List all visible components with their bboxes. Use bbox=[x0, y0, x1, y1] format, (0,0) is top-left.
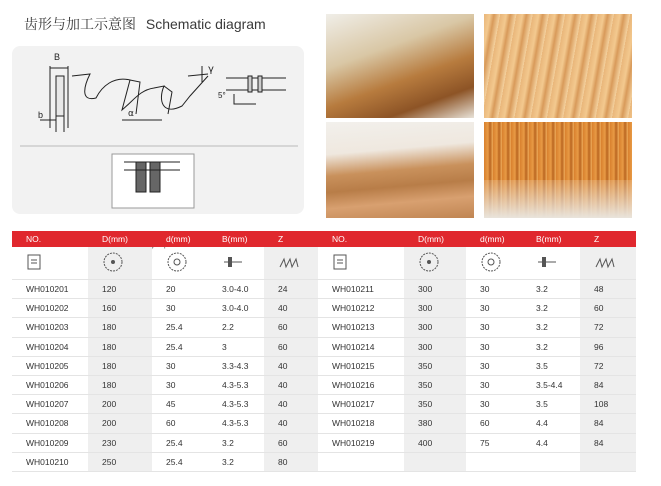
header-D: D(mm) bbox=[88, 231, 152, 247]
cell-Z-2: 96 bbox=[580, 337, 636, 356]
cell-d-2: 30 bbox=[466, 299, 522, 318]
cell-Z-2: 84 bbox=[580, 433, 636, 452]
wood-ceiling-photo bbox=[484, 122, 632, 218]
plywood-stack-photo bbox=[326, 14, 474, 118]
tooth-count-icon bbox=[580, 247, 636, 280]
cell-d-2: 30 bbox=[466, 395, 522, 414]
cell-Z-2: 60 bbox=[580, 299, 636, 318]
cell-d: 45 bbox=[152, 395, 208, 414]
cell-B-2: 3.2 bbox=[522, 280, 580, 299]
icon-row bbox=[12, 247, 636, 280]
label-angle: 5° bbox=[218, 91, 226, 100]
cell-no-2 bbox=[318, 452, 404, 471]
cell-Z-2: 48 bbox=[580, 280, 636, 299]
cell-D-2: 350 bbox=[404, 356, 466, 375]
header-d-2: d(mm) bbox=[466, 231, 522, 247]
table-row bbox=[12, 318, 636, 337]
cell-Z: 40 bbox=[264, 414, 318, 433]
cell-no-2: WH010213 bbox=[318, 318, 404, 337]
cell-Z: 40 bbox=[264, 356, 318, 375]
label-b: b bbox=[38, 110, 44, 120]
cell-no-2: WH010215 bbox=[318, 356, 404, 375]
cell-d-2: 75 bbox=[466, 433, 522, 452]
saw-blade-icon bbox=[404, 247, 466, 280]
cell-no: WH010208 bbox=[12, 414, 88, 433]
table-row bbox=[12, 356, 636, 375]
table-row bbox=[12, 299, 636, 318]
table-row bbox=[12, 337, 636, 356]
cell-D-2: 350 bbox=[404, 375, 466, 394]
spec-table bbox=[12, 231, 636, 472]
cell-no: WH010209 bbox=[12, 433, 88, 452]
cell-D: 250 bbox=[88, 452, 152, 471]
label-alpha: α bbox=[128, 109, 134, 119]
saw-blade-icon bbox=[88, 247, 152, 280]
cell-Z: 40 bbox=[264, 395, 318, 414]
header-no-2: NO. bbox=[318, 231, 404, 247]
cell-D: 200 bbox=[88, 414, 152, 433]
page-title bbox=[24, 14, 266, 34]
table-row bbox=[12, 395, 636, 414]
cell-Z-2: 72 bbox=[580, 318, 636, 337]
cell-B: 4.3-5.3 bbox=[208, 375, 264, 394]
cell-D: 180 bbox=[88, 337, 152, 356]
cell-D: 120 bbox=[88, 280, 152, 299]
table-row bbox=[12, 414, 636, 433]
cell-B-2: 3.5 bbox=[522, 356, 580, 375]
cell-no: WH010210 bbox=[12, 452, 88, 471]
header-d: d(mm) bbox=[152, 231, 208, 247]
cell-no: WH010201 bbox=[12, 280, 88, 299]
cell-B-2 bbox=[522, 452, 580, 471]
cell-D-2 bbox=[404, 452, 466, 471]
cell-d: 30 bbox=[152, 375, 208, 394]
cell-d: 25.4 bbox=[152, 433, 208, 452]
cell-Z-2: 84 bbox=[580, 414, 636, 433]
cell-no-2: WH010214 bbox=[318, 337, 404, 356]
cell-B-2: 4.4 bbox=[522, 414, 580, 433]
document-icon bbox=[12, 247, 88, 280]
cell-D: 200 bbox=[88, 395, 152, 414]
cell-B: 2.2 bbox=[208, 318, 264, 337]
cell-d-2: 30 bbox=[466, 337, 522, 356]
cell-D: 180 bbox=[88, 356, 152, 375]
cell-d-2: 60 bbox=[466, 414, 522, 433]
cell-d-2: 30 bbox=[466, 280, 522, 299]
cell-D-2: 400 bbox=[404, 433, 466, 452]
cell-Z: 24 bbox=[264, 280, 318, 299]
table-row bbox=[12, 433, 636, 452]
cell-Z-2: 108 bbox=[580, 395, 636, 414]
cell-no: WH010205 bbox=[12, 356, 88, 375]
label-gamma: γ bbox=[208, 64, 214, 75]
cell-B: 3.0-4.0 bbox=[208, 299, 264, 318]
header-Z: Z bbox=[264, 231, 318, 247]
cell-B: 4.3-5.3 bbox=[208, 395, 264, 414]
cell-no-2: WH010211 bbox=[318, 280, 404, 299]
cell-no-2: WH010212 bbox=[318, 299, 404, 318]
cell-d: 25.4 bbox=[152, 337, 208, 356]
cell-B: 3.3-4.3 bbox=[208, 356, 264, 375]
header-B: B(mm) bbox=[208, 231, 264, 247]
cell-d: 60 bbox=[152, 414, 208, 433]
title-cn: 齿形与加工示意图 bbox=[24, 17, 136, 33]
cell-no: WH010204 bbox=[12, 337, 88, 356]
bore-blade-icon bbox=[152, 247, 208, 280]
cell-no-2: WH010218 bbox=[318, 414, 404, 433]
cell-B: 4.3-5.3 bbox=[208, 414, 264, 433]
cell-Z: 60 bbox=[264, 337, 318, 356]
cell-d: 25.4 bbox=[152, 318, 208, 337]
cell-B: 3.2 bbox=[208, 433, 264, 452]
cell-d-2: 30 bbox=[466, 356, 522, 375]
tooth-profile-drawing bbox=[12, 46, 304, 214]
table-row bbox=[12, 280, 636, 299]
schematic-diagram bbox=[12, 46, 304, 214]
cell-d: 20 bbox=[152, 280, 208, 299]
tooth-width-icon bbox=[208, 247, 264, 280]
pine-board-photo bbox=[484, 14, 632, 118]
cell-d: 30 bbox=[152, 356, 208, 375]
cell-no-2: WH010217 bbox=[318, 395, 404, 414]
bore-blade-icon bbox=[466, 247, 522, 280]
cell-no: WH010203 bbox=[12, 318, 88, 337]
cell-B-2: 4.4 bbox=[522, 433, 580, 452]
cell-D-2: 300 bbox=[404, 299, 466, 318]
cell-no-2: WH010216 bbox=[318, 375, 404, 394]
cell-D-2: 300 bbox=[404, 280, 466, 299]
title-en: Schematic diagram bbox=[145, 16, 266, 32]
cell-B: 3 bbox=[208, 337, 264, 356]
header-no: NO. bbox=[12, 231, 88, 247]
cell-d-2: 30 bbox=[466, 318, 522, 337]
cell-no: WH010206 bbox=[12, 375, 88, 394]
cell-Z-2: 84 bbox=[580, 375, 636, 394]
cell-B-2: 3.5 bbox=[522, 395, 580, 414]
cell-B-2: 3.2 bbox=[522, 337, 580, 356]
cell-no: WH010202 bbox=[12, 299, 88, 318]
cell-Z-2 bbox=[580, 452, 636, 471]
cell-no-2: WH010219 bbox=[318, 433, 404, 452]
header-Z-2: Z bbox=[580, 231, 636, 247]
document-icon bbox=[318, 247, 404, 280]
cell-D-2: 380 bbox=[404, 414, 466, 433]
table-row bbox=[12, 452, 636, 471]
cell-d: 25.4 bbox=[152, 452, 208, 471]
header-B-2: B(mm) bbox=[522, 231, 580, 247]
cell-B: 3.2 bbox=[208, 452, 264, 471]
cell-Z: 40 bbox=[264, 375, 318, 394]
cell-d: 30 bbox=[152, 299, 208, 318]
cell-D-2: 300 bbox=[404, 337, 466, 356]
tooth-width-icon bbox=[522, 247, 580, 280]
cell-B: 3.0-4.0 bbox=[208, 280, 264, 299]
mdf-board-photo bbox=[326, 122, 474, 218]
cell-Z: 80 bbox=[264, 452, 318, 471]
cell-Z: 40 bbox=[264, 299, 318, 318]
cell-D-2: 350 bbox=[404, 395, 466, 414]
cell-no: WH010207 bbox=[12, 395, 88, 414]
table-row bbox=[12, 375, 636, 394]
cell-d-2: 30 bbox=[466, 375, 522, 394]
cell-D-2: 300 bbox=[404, 318, 466, 337]
cell-B-2: 3.2 bbox=[522, 318, 580, 337]
cell-D: 230 bbox=[88, 433, 152, 452]
header-D-2: D(mm) bbox=[404, 231, 466, 247]
label-B: B bbox=[54, 52, 61, 62]
cell-Z-2: 72 bbox=[580, 356, 636, 375]
cell-Z: 60 bbox=[264, 318, 318, 337]
cell-B-2: 3.5-4.4 bbox=[522, 375, 580, 394]
cell-Z: 60 bbox=[264, 433, 318, 452]
cell-d-2 bbox=[466, 452, 522, 471]
table-header-row bbox=[12, 231, 636, 247]
cell-B-2: 3.2 bbox=[522, 299, 580, 318]
cell-D: 160 bbox=[88, 299, 152, 318]
tooth-count-icon bbox=[264, 247, 318, 280]
cell-D: 180 bbox=[88, 318, 152, 337]
cell-D: 180 bbox=[88, 375, 152, 394]
